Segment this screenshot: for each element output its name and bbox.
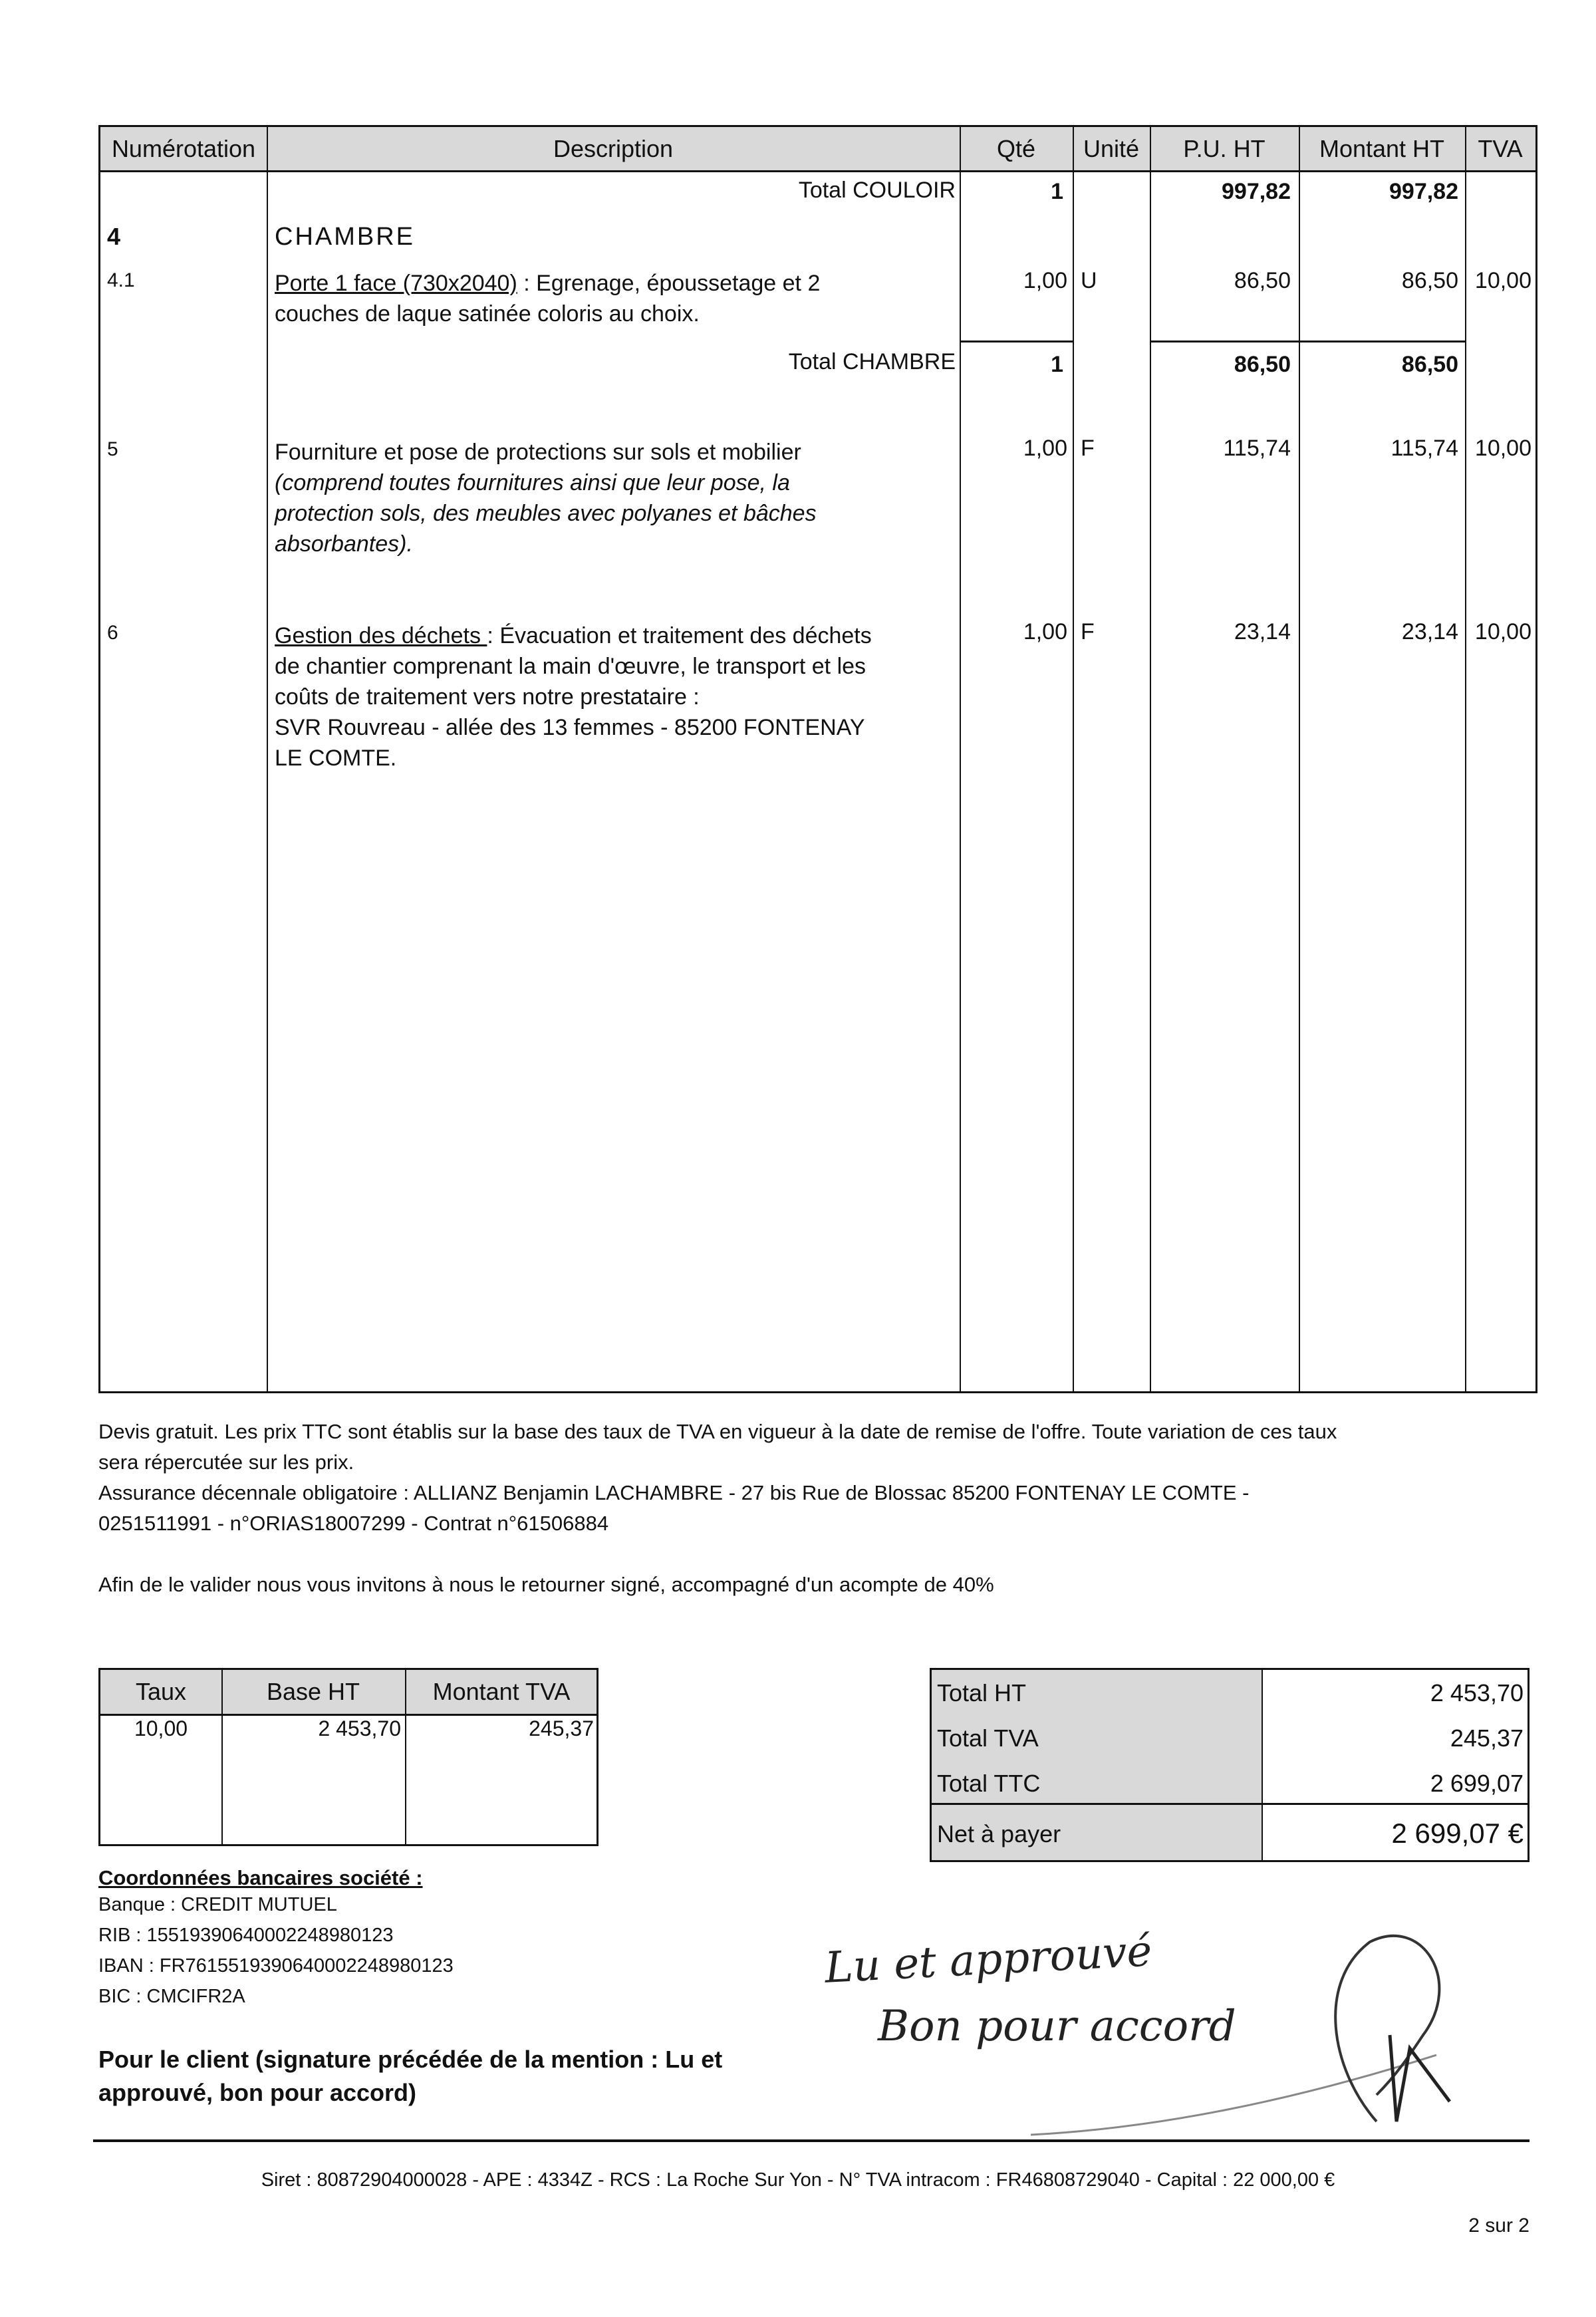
header-description: Description bbox=[267, 127, 960, 172]
net-divider bbox=[932, 1803, 1528, 1805]
subtotal-unit-price: 997,82 bbox=[1222, 179, 1291, 204]
item-unit-price: 115,74 bbox=[1223, 436, 1291, 461]
item-vat: 10,00 bbox=[1474, 436, 1531, 461]
totals-table bbox=[930, 1668, 1530, 1862]
item-unit-price: 86,50 bbox=[1234, 268, 1291, 293]
deposit-note: Afin de le valider nous vous invitons à nous le retourner signé, accompagné d'un acompte de 40% bbox=[98, 1573, 994, 1596]
bank-details-title: Coordonnées bancaires société : bbox=[98, 1866, 423, 1889]
bank-rib: RIB : 15519390640002248980123 bbox=[98, 1925, 394, 1946]
terms-note: Devis gratuit. Les prix TTC sont établis sur la base des taux de TVA en vigueur à la date de remise de l'offre. Toute variation de ces taux sera répercutée sur les prix. Assurance décennale obligatoire : ALLIANZ Benjamin LACHAMBRE - 27 bis Rue de Blossac 85200 FONTENAY LE COMTE - 0251511991 - n°ORIAS18007299 - Contrat n°61506884 bbox=[98, 1420, 1337, 1535]
header-unit-price: P.U. HT bbox=[1150, 127, 1299, 172]
vat-header-rate: Taux bbox=[135, 1678, 187, 1705]
column-divider bbox=[1150, 127, 1151, 1391]
vat-amount: 245,37 bbox=[529, 1716, 594, 1740]
signature-scribble-icon bbox=[825, 1902, 1556, 2141]
vat-header-amount: Montant TVA bbox=[432, 1678, 571, 1705]
column-divider bbox=[960, 127, 961, 1391]
subtotal-unit-price: 86,50 bbox=[1234, 352, 1291, 377]
subtotal-label: Total CHAMBRE bbox=[788, 349, 956, 374]
bank-iban: IBAN : FR7615519390640002248980123 bbox=[98, 1955, 454, 1976]
page-number: 2 sur 2 bbox=[1468, 2215, 1530, 2237]
subtotal-border bbox=[960, 341, 1074, 342]
vat-summary-table bbox=[98, 1668, 598, 1846]
item-amount: 23,14 bbox=[1401, 619, 1458, 644]
column-divider bbox=[267, 127, 268, 1391]
item-unit: F bbox=[1081, 619, 1095, 644]
quote-lines-table bbox=[98, 125, 1537, 1393]
item-qty: 1,00 bbox=[1023, 436, 1067, 461]
item-vat: 10,00 bbox=[1474, 619, 1531, 644]
total-tva-label: Total TVA bbox=[937, 1724, 1039, 1752]
header-unit: Unité bbox=[1073, 127, 1150, 172]
section-title: CHAMBRE bbox=[275, 223, 416, 251]
column-divider bbox=[1465, 127, 1466, 1391]
subtotal-qty: 1 bbox=[1051, 179, 1063, 204]
bank-bic: BIC : CMCIFR2A bbox=[98, 1986, 245, 2007]
item-unit: F bbox=[1081, 436, 1095, 461]
subtotal-border bbox=[1150, 341, 1466, 342]
item-description: Porte 1 face (730x2040) : Egrenage, époussetage et 2 couches de laque satinée coloris au choix. bbox=[275, 271, 821, 327]
item-qty: 1,00 bbox=[1023, 268, 1067, 293]
subtotal-qty: 1 bbox=[1051, 352, 1063, 377]
column-divider bbox=[1299, 127, 1300, 1391]
total-ht-value: 2 453,70 bbox=[1430, 1679, 1524, 1706]
client-signature-label: Pour le client (signature précédée de la mention : Lu et approuvé, bon pour accord) bbox=[98, 2046, 723, 2106]
subtotal-label: Total COULOIR bbox=[798, 178, 956, 203]
net-to-pay-value: 2 699,07 € bbox=[1391, 1818, 1524, 1849]
footer-divider bbox=[93, 2139, 1530, 2142]
bank-name: Banque : CREDIT MUTUEL bbox=[98, 1894, 337, 1915]
vat-rate: 10,00 bbox=[134, 1716, 188, 1740]
subtotal-amount: 997,82 bbox=[1389, 179, 1458, 204]
section-number: 4 bbox=[107, 223, 121, 250]
item-number: 4.1 bbox=[107, 269, 135, 291]
handwritten-mention-line2: Bon pour accord bbox=[878, 2002, 1236, 2051]
column-divider bbox=[1262, 1670, 1263, 1860]
net-to-pay-label: Net à payer bbox=[937, 1820, 1061, 1847]
item-amount: 86,50 bbox=[1401, 268, 1458, 293]
item-number: 6 bbox=[107, 622, 118, 644]
header-vat: TVA bbox=[1465, 127, 1535, 172]
total-ht-label: Total HT bbox=[937, 1679, 1027, 1706]
header-numerotation: Numérotation bbox=[100, 127, 267, 172]
item-amount: 115,74 bbox=[1391, 436, 1458, 461]
subtotal-amount: 86,50 bbox=[1401, 352, 1458, 377]
item-vat: 10,00 bbox=[1474, 268, 1531, 293]
item-description: Fourniture et pose de protections sur sols et mobilier (comprend toutes fournitures ainsi que leur pose, la protection sols, des meubles avec polyanes et bâches absorbantes). bbox=[275, 440, 817, 557]
legal-footer: Siret : 80872904000028 - APE : 4334Z - RCS : La Roche Sur Yon - N° TVA intracom : FR46808729040 - Capital : 22 000,00 € bbox=[261, 2169, 1335, 2191]
vat-base: 2 453,70 bbox=[318, 1716, 401, 1740]
handwritten-mention-line1: Lu et approuvé bbox=[823, 1927, 1154, 1993]
header-qty: Qté bbox=[960, 127, 1073, 172]
header-amount: Montant HT bbox=[1299, 127, 1465, 172]
item-description: Gestion des déchets : Évacuation et traitement des déchets de chantier comprenant la main d'œuvre, le transport et les coûts de traitement vers notre prestataire : SVR Rouvreau - allée des 13 femmes - 85200 FONTENAY LE COMTE. bbox=[275, 623, 872, 771]
vat-header-base: Base HT bbox=[266, 1678, 360, 1705]
item-title: Gestion des déchets bbox=[275, 623, 487, 648]
item-title: Porte 1 face (730x2040) bbox=[275, 271, 517, 296]
item-number: 5 bbox=[107, 438, 118, 460]
item-unit-price: 23,14 bbox=[1234, 619, 1291, 644]
total-tva-value: 245,37 bbox=[1450, 1724, 1524, 1752]
handwritten-signature bbox=[825, 1902, 1556, 2141]
column-divider bbox=[1073, 127, 1074, 1391]
total-ttc-label: Total TTC bbox=[937, 1770, 1041, 1797]
item-unit: U bbox=[1081, 268, 1097, 293]
total-ttc-value: 2 699,07 bbox=[1430, 1770, 1524, 1797]
item-qty: 1,00 bbox=[1023, 619, 1067, 644]
